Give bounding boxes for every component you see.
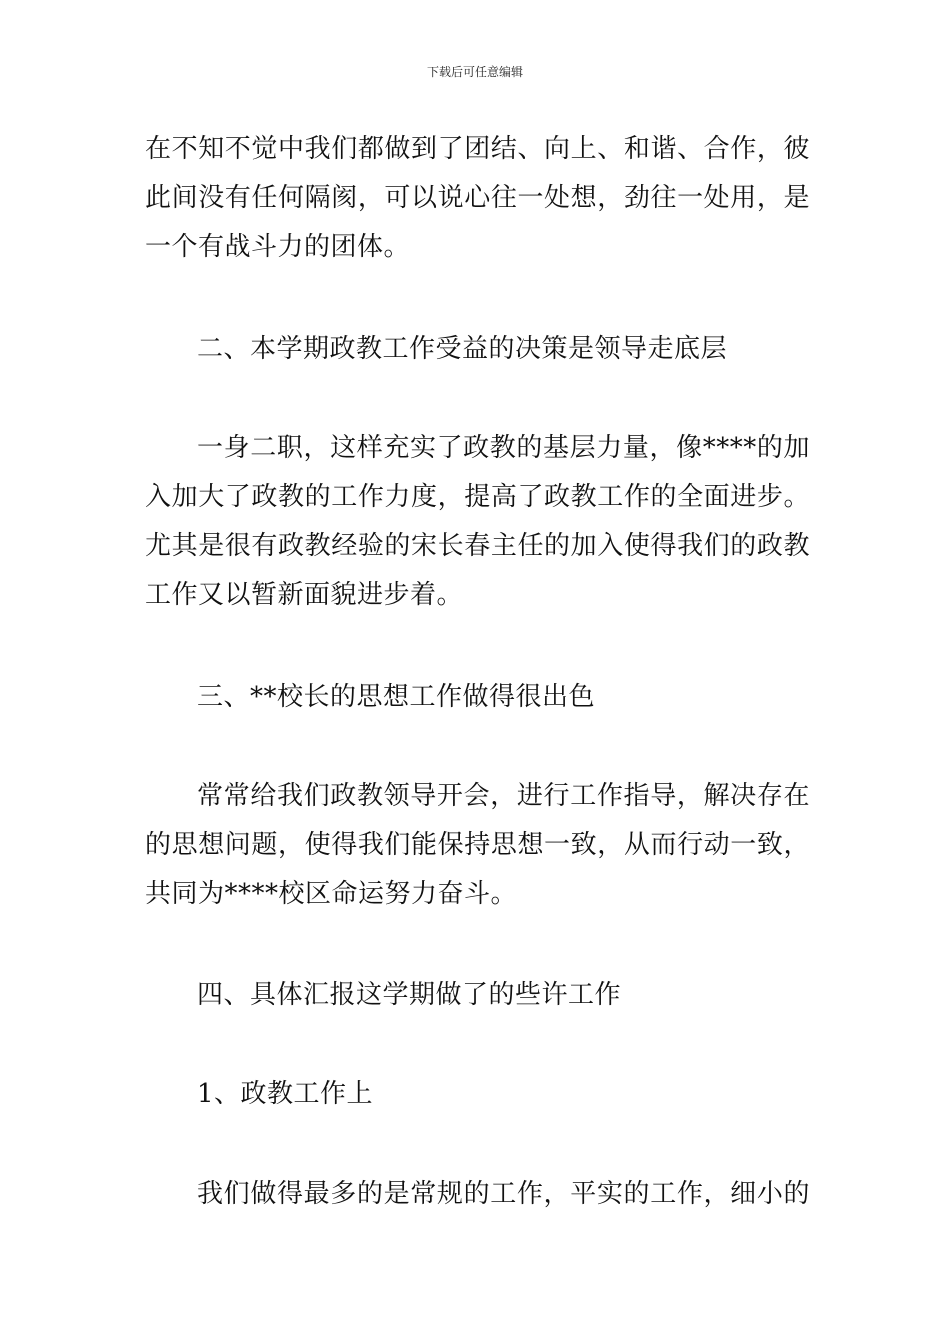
text-line: 工作又以暂新面貌进步着。 xyxy=(145,580,464,610)
text-line: 在不知不觉中我们都做到了团结、向上、和谐、合作，彼 xyxy=(145,134,810,164)
text-line: 尤其是很有政教经验的宋长春主任的加入使得我们的政教 xyxy=(145,531,810,561)
text-line: 入加大了政教的工作力度，提高了政教工作的全面进步。 xyxy=(145,482,810,512)
text-line: 此间没有任何隔阂，可以说心往一处想，劲往一处用，是 xyxy=(145,183,810,213)
text-line: 共同为****校区命运努力奋斗。 xyxy=(145,879,518,909)
text-line: 常常给我们政教领导开会，进行工作指导，解决存在 xyxy=(197,781,810,811)
heading-text: 三、**校长的思想工作做得很出色 xyxy=(197,682,596,712)
subsection-heading-1 xyxy=(145,1070,810,1119)
paragraph-dual-role xyxy=(145,424,810,620)
text-line: 一身二职，这样充实了政教的基层力量，像****的加 xyxy=(197,433,810,463)
page-header-note: 下载后可任意编辑 xyxy=(426,65,523,79)
heading-text: 二、本学期政教工作受益的决策是领导走底层 xyxy=(197,334,728,364)
section-heading-4 xyxy=(145,971,810,1020)
paragraph-meetings xyxy=(145,772,810,919)
text-line: 一个有战斗力的团体。 xyxy=(145,232,411,262)
section-heading-2 xyxy=(145,325,810,374)
heading-text: 四、具体汇报这学期做了的些许工作 xyxy=(197,980,622,1010)
text-line: 的思想问题，使得我们能保持思想一致，从而行动一致， xyxy=(145,830,810,860)
paragraph-routine-work xyxy=(145,1170,810,1219)
section-heading-3 xyxy=(145,673,810,722)
heading-text: 1、政教工作上 xyxy=(197,1079,374,1109)
text-line: 我们做得最多的是常规的工作，平实的工作，细小的 xyxy=(197,1179,810,1209)
paragraph-unity xyxy=(145,125,810,272)
